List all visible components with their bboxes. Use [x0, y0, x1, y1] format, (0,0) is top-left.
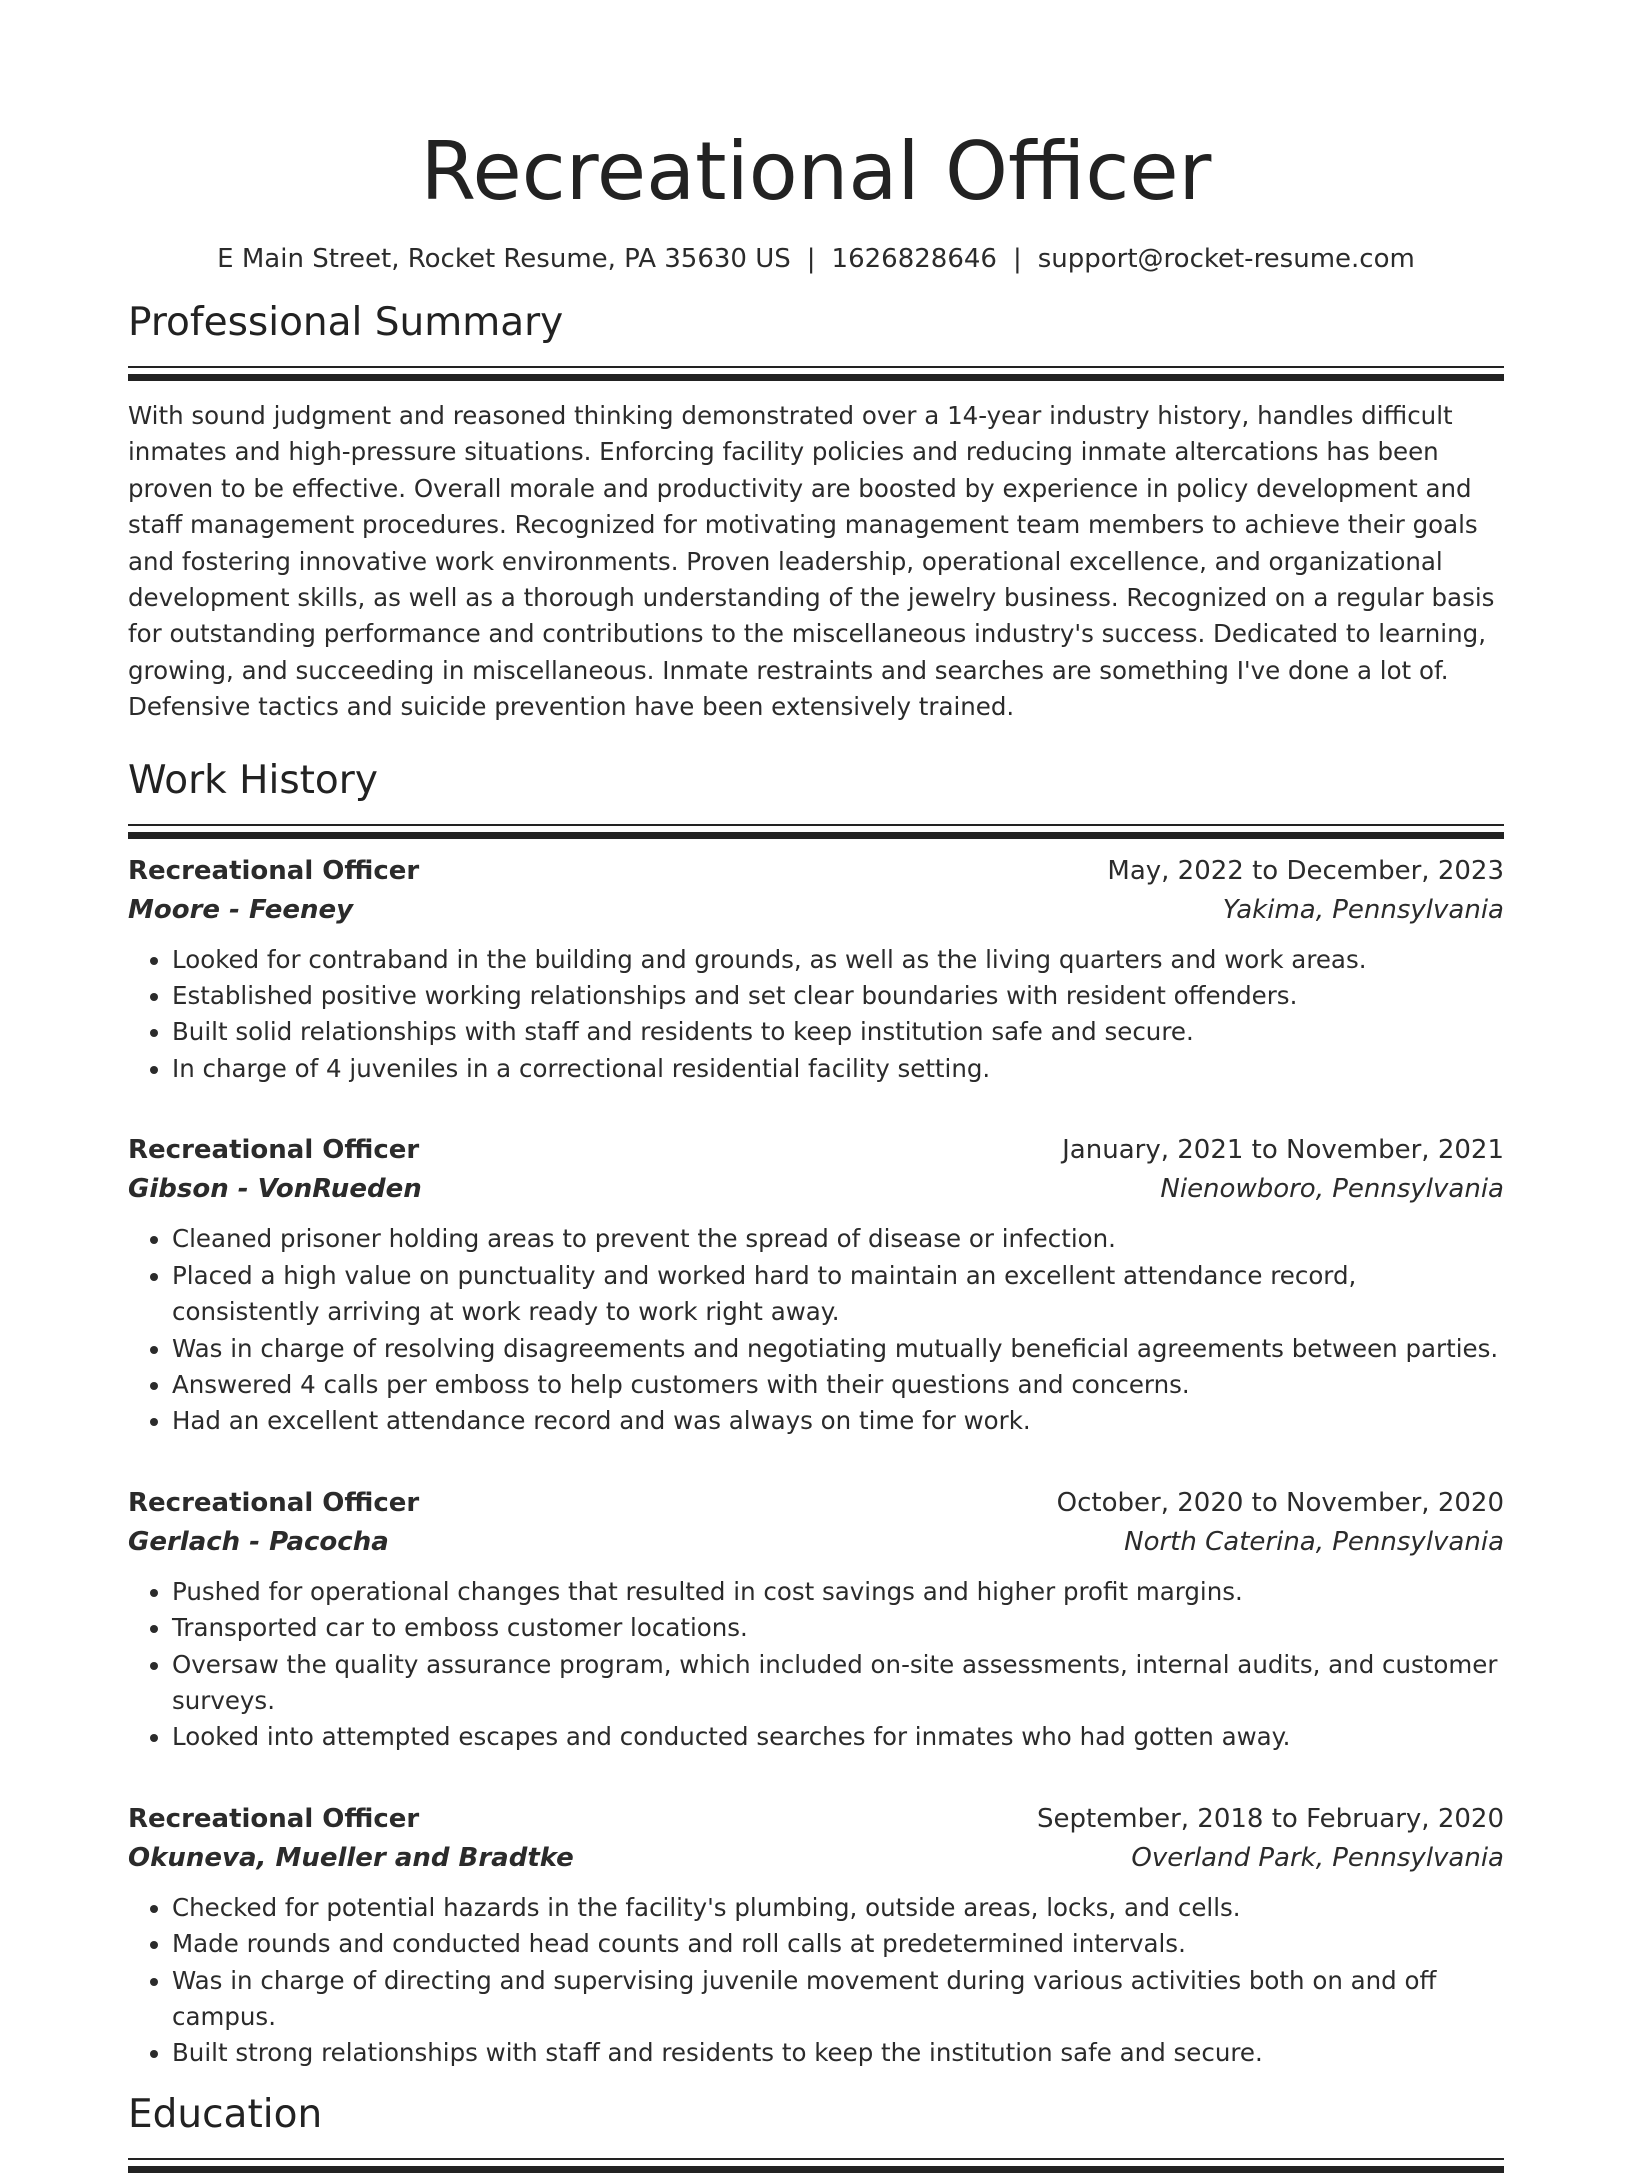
job-title: Recreational Officer	[128, 855, 420, 886]
job-bullet: • Looked into attempted escapes and conducted searches for inmates who had gotten away.	[172, 1719, 1504, 1755]
job-bullet: • Had an excellent attendance record and was always on time for work.	[172, 1403, 1504, 1439]
contact-separator: |	[806, 244, 816, 274]
job-title: Recreational Officer	[128, 1487, 420, 1518]
job-dates: January, 2021 to November, 2021	[1062, 1135, 1504, 1166]
job-subheader	[128, 1169, 1504, 1209]
job-bullet: • Pushed for operational changes that resulted in cost savings and higher profit margins.	[172, 1574, 1504, 1610]
job-dates: May, 2022 to December, 2023	[1107, 855, 1504, 886]
work-history-section	[128, 756, 1504, 2072]
job-location: Nienowboro, Pennsylvania	[1160, 1174, 1504, 1205]
job-entry	[128, 1484, 1504, 1756]
job-company: Moore - Feeney	[128, 894, 354, 925]
job-bullet: • Answered 4 calls per emboss to help customers with their questions and concerns.	[172, 1367, 1504, 1403]
resume-name: Recreational Officer	[420, 125, 1212, 218]
job-dates: September, 2018 to February, 2020	[1037, 1803, 1504, 1834]
contact-phone: 1626828646	[831, 244, 997, 274]
job-bullet: • Checked for potential hazards in the facility's plumbing, outside areas, locks, and cells.	[172, 1890, 1504, 1926]
job-entry	[128, 1800, 1504, 2072]
job-title: Recreational Officer	[128, 1135, 420, 1166]
job-company: Gerlach - Pacocha	[128, 1526, 389, 1557]
job-dates: October, 2020 to November, 2020	[1056, 1487, 1504, 1518]
job-bullet: • Oversaw the quality assurance program, which included on-site assessments, internal audits, and customer surveys.	[172, 1647, 1504, 1720]
job-bullet: • Cleaned prisoner holding areas to prevent the spread of disease or infection.	[172, 1221, 1504, 1257]
job-entry	[128, 852, 1504, 1088]
job-header	[128, 1131, 1504, 1169]
contact-email: support@rocket-resume.com	[1037, 244, 1415, 274]
job-bullet: • Was in charge of directing and supervising juvenile movement during various activities both on and off campus.	[172, 1963, 1504, 2036]
section-divider	[128, 2158, 1504, 2160]
job-bullet: • Built solid relationships with staff and residents to keep institution safe and secure.	[172, 1014, 1504, 1050]
job-location: North Caterina, Pennsylvania	[1124, 1526, 1504, 1557]
job-bullet: • Built strong relationships with staff and residents to keep the institution safe and secure.	[172, 2035, 1504, 2071]
job-header	[128, 1800, 1504, 1838]
job-bullet-list	[128, 1574, 1504, 1756]
job-bullet: • In charge of 4 juveniles in a correctional residential facility setting.	[172, 1051, 1504, 1087]
job-location: Overland Park, Pennsylvania	[1131, 1842, 1504, 1873]
job-bullet: • Was in charge of resolving disagreements and negotiating mutually beneficial agreements between parties.	[172, 1331, 1504, 1367]
job-bullet-list	[128, 1221, 1504, 1439]
job-company: Okuneva, Mueller and Bradtke	[128, 1842, 574, 1873]
work-history-title: Work History	[128, 757, 378, 803]
job-bullet-list	[128, 942, 1504, 1088]
job-company: Gibson - VonRueden	[128, 1174, 422, 1205]
contact-address: E Main Street, Rocket Resume, PA 35630 US	[217, 244, 791, 274]
education-section	[128, 2090, 1504, 2160]
job-list	[128, 852, 1504, 2072]
job-header	[128, 852, 1504, 890]
summary-title: Professional Summary	[128, 300, 564, 345]
job-bullet: • Made rounds and conducted head counts and roll calls at predetermined intervals.	[172, 1926, 1504, 1962]
job-bullet-list	[128, 1890, 1504, 2072]
job-bullet: • Established positive working relationships and set clear boundaries with resident offenders.	[172, 978, 1504, 1014]
job-bullet: • Placed a high value on punctuality and worked hard to maintain an excellent attendance record, consistently arriving at work ready to work right away.	[172, 1258, 1504, 1331]
section-divider	[128, 366, 1504, 368]
job-title: Recreational Officer	[128, 1803, 420, 1834]
contact-separator: |	[1012, 244, 1022, 274]
job-entry	[128, 1131, 1504, 1439]
summary-section	[128, 298, 1504, 726]
job-subheader	[128, 890, 1504, 930]
summary-text: With sound judgment and reasoned thinking demonstrated over a 14-year industry history, handles difficult inmates and high-pressure situations. Enforcing facility policies and reducing inmate altercations has been proven to be effective. Overall morale and productivity are boosted by experience in policy development and staff management procedures. Recognized for motivating management team members to achieve their goals and fostering innovative work environments. Proven leadership, operational excellence, and organizational development skills, as well as a thorough understanding of the jewelry business. Recognized on a regular basis for outstanding performance and contributions to the miscellaneous industry's success. Dedicated to learning, growing, and succeeding in miscellaneous. Inmate restraints and searches are something I've done a lot of. Defensive tactics and suicide prevention have been extensively trained.	[128, 401, 1495, 722]
section-divider	[128, 824, 1504, 826]
education-title: Education	[128, 2091, 323, 2137]
job-bullet: • Transported car to emboss customer locations.	[172, 1610, 1504, 1646]
job-subheader	[128, 1838, 1504, 1878]
job-subheader	[128, 1522, 1504, 1562]
job-location: Yakima, Pennsylvania	[1222, 894, 1504, 925]
job-bullet: • Looked for contraband in the building and grounds, as well as the living quarters and work areas.	[172, 942, 1504, 978]
job-header	[128, 1484, 1504, 1522]
contact-line	[128, 242, 1504, 276]
